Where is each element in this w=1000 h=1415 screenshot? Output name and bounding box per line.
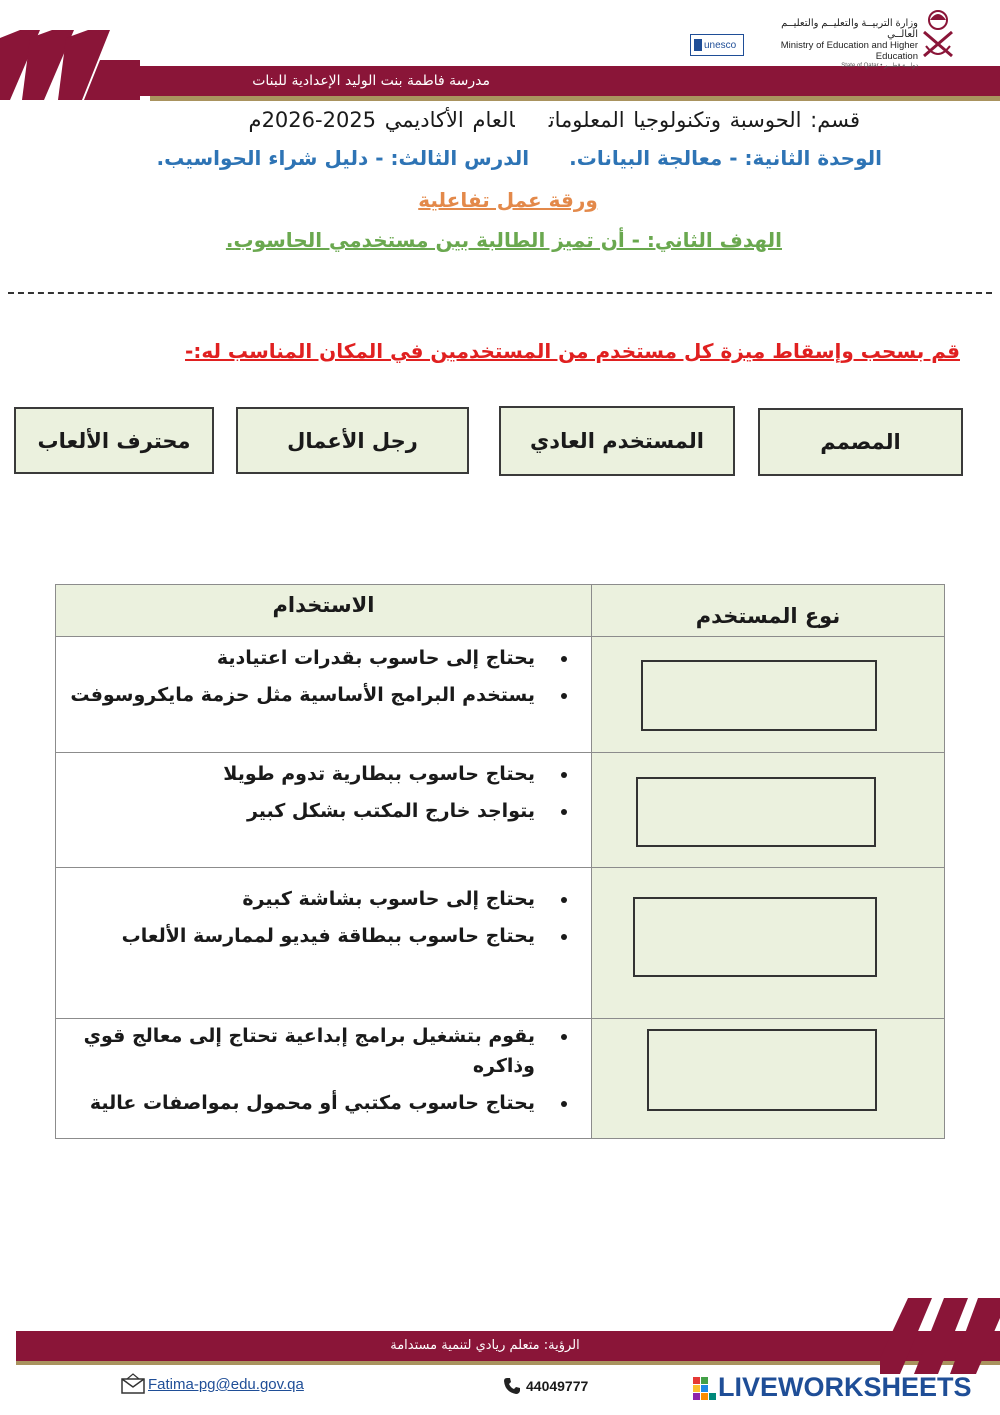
goal-text: الهدف الثاني: - أن تميز الطالبة بين مستخدمي الحاسوب. bbox=[225, 228, 782, 252]
list-item: يحتاج حاسوب مكتبي أو محمول بمواصفات عالية bbox=[66, 1088, 569, 1118]
unit-title: الوحدة الثانية: - معالجة البيانات. bbox=[569, 146, 882, 170]
drop-zone-1[interactable] bbox=[641, 660, 877, 731]
list-item: يحتاج حاسوب ببطارية تدوم طويلا bbox=[66, 759, 569, 789]
ministry-name-ar: وزارة التربيــة والتعليــم والتعليــم العالــي bbox=[781, 18, 918, 40]
usage-list bbox=[66, 1021, 569, 1118]
drop-zone-4[interactable] bbox=[647, 1029, 877, 1111]
email-icon bbox=[120, 1373, 146, 1395]
state-name: State of Qatar • دولـــة قطـــر bbox=[841, 63, 918, 69]
usage-cell bbox=[56, 1019, 592, 1139]
worksheet-title: ورقة عمل تفاعلية bbox=[418, 188, 598, 212]
card-designer[interactable]: المصمم bbox=[758, 408, 963, 476]
usage-list bbox=[66, 643, 569, 710]
phone-icon bbox=[503, 1377, 521, 1395]
card-regular-user[interactable]: المستخدم العادي bbox=[499, 406, 735, 476]
list-item: يحتاج إلى حاسوب بقدرات اعتيادية bbox=[66, 643, 569, 673]
user-type-cell bbox=[592, 637, 945, 753]
usage-cell bbox=[56, 868, 592, 1019]
usage-list bbox=[66, 759, 569, 826]
card-businessman[interactable]: رجل الأعمال bbox=[236, 407, 469, 474]
drop-zone-2[interactable] bbox=[636, 777, 876, 847]
unesco-icon bbox=[694, 39, 702, 51]
table-row bbox=[56, 753, 945, 868]
ministry-logo-text bbox=[752, 18, 918, 69]
email-link[interactable]: Fatima-pg@edu.gov.qa bbox=[148, 1376, 304, 1393]
list-item: يستخدم البرامج الأساسية مثل حزمة مايكروسوفت bbox=[66, 680, 569, 710]
header-gold-line bbox=[150, 96, 1000, 101]
phone-number: 44049777 bbox=[526, 1378, 589, 1394]
list-item: يقوم بتشغيل برامج إبداعية تحتاج إلى معالج قوي وذاكره bbox=[66, 1021, 569, 1081]
table-row bbox=[56, 1019, 945, 1139]
table-header-row bbox=[56, 585, 945, 637]
liveworksheets-brand: LIVEWORKSHEETS bbox=[718, 1372, 972, 1402]
dashed-divider bbox=[8, 292, 992, 294]
user-types-table bbox=[55, 584, 945, 1139]
ministry-name-en: Ministry of Education and Higher Education bbox=[780, 40, 918, 62]
drop-zone-3[interactable] bbox=[633, 897, 877, 977]
usage-cell bbox=[56, 753, 592, 868]
liveworksheets-logo-icon bbox=[692, 1376, 718, 1402]
worksheet-title-line bbox=[0, 188, 1000, 212]
usage-cell bbox=[56, 637, 592, 753]
footer-gold-line bbox=[16, 1361, 1000, 1365]
unesco-label: unesco bbox=[704, 39, 737, 51]
academic-year: العام الأكاديمي 2025-2026م bbox=[248, 108, 515, 132]
user-type-cell bbox=[592, 753, 945, 868]
school-name: مدرسة فاطمة بنت الوليد الإعدادية للبنات bbox=[252, 73, 490, 89]
unesco-logo bbox=[690, 34, 744, 56]
user-type-cell bbox=[592, 868, 945, 1019]
list-item: يتواجد خارج المكتب بشكل كبير bbox=[66, 796, 569, 826]
table-row bbox=[56, 637, 945, 753]
department-line bbox=[249, 108, 860, 132]
header-user-type: نوع المستخدم bbox=[592, 585, 945, 637]
table-row bbox=[56, 868, 945, 1019]
list-item: يحتاج إلى حاسوب بشاشة كبيرة bbox=[66, 884, 569, 914]
card-gamer[interactable]: محترف الألعاب bbox=[14, 407, 214, 474]
unit-line bbox=[157, 146, 882, 170]
user-type-cell bbox=[592, 1019, 945, 1139]
header-usage: الاستخدام bbox=[56, 585, 592, 637]
footer-stripes-decoration bbox=[880, 1298, 1000, 1374]
usage-list bbox=[66, 884, 569, 951]
lesson-title: الدرس الثالث: - دليل شراء الحواسيب. bbox=[156, 146, 530, 170]
qatar-emblem-icon bbox=[918, 6, 958, 62]
department-title: قسم: الحوسبة وتكنولوجيا المعلومات bbox=[548, 108, 860, 132]
vision-text: الرؤية: متعلم ريادي لتنمية مستدامة bbox=[390, 1338, 580, 1353]
instruction-text: قم بسحب وإسقاط ميزة كل مستخدم من المستخدمين في المكان المناسب له:- bbox=[185, 339, 960, 363]
header-stripes-decoration bbox=[0, 30, 140, 100]
list-item: يحتاج حاسوب ببطاقة فيديو لممارسة الألعاب bbox=[66, 921, 569, 951]
